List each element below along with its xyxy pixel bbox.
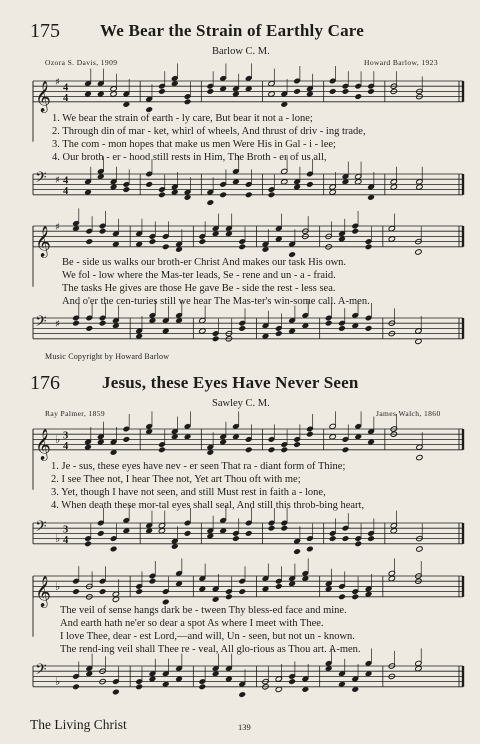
- note-head: [212, 671, 219, 677]
- hymn-number: 176: [30, 372, 60, 394]
- note-head: [175, 581, 182, 587]
- flat-icon: ♭: [55, 675, 61, 688]
- note-head: [245, 192, 252, 198]
- note-head: [239, 691, 246, 697]
- note-head: [268, 91, 275, 97]
- time-signature: 4: [63, 82, 69, 94]
- note-head: [207, 88, 214, 94]
- hymn-title: We Bear the Strain of Earthly Care: [100, 21, 364, 40]
- verse-line: We fol - low where the Mas-ter leads, Se - rene and un - a - fraid.: [62, 270, 336, 281]
- note-head: [275, 330, 282, 336]
- note-head: [355, 179, 362, 185]
- sharp-icon: ♯: [55, 319, 60, 330]
- note-head: [288, 328, 295, 334]
- bass-clef-icon: 𝄢: [35, 518, 47, 539]
- note-head: [184, 530, 191, 536]
- note-head: [123, 436, 130, 442]
- note-head: [342, 447, 349, 453]
- note-head: [112, 596, 119, 602]
- staff-notation: [33, 300, 463, 344]
- note-head: [146, 528, 153, 534]
- note-head: [355, 93, 362, 99]
- note-head: [338, 594, 345, 600]
- verse-line: And earth hath ne'er so dear a spot As where I meet with Thee.: [60, 618, 324, 629]
- note-head: [136, 684, 143, 690]
- note-head: [158, 528, 165, 534]
- note-head: [302, 686, 309, 692]
- note-head: [293, 548, 300, 554]
- note-head: [390, 184, 397, 190]
- note-head: [84, 541, 91, 547]
- staff-notation: [33, 156, 463, 205]
- note-head: [86, 671, 93, 677]
- note-head: [110, 449, 117, 455]
- note-head: [171, 543, 178, 549]
- note-head: [302, 323, 309, 329]
- verse-line: The tasks He gives are those He gave Be - side the rest - less sea.: [62, 283, 336, 294]
- bass-clef-icon: 𝄢: [35, 661, 47, 682]
- note-head: [212, 231, 219, 237]
- note-head: [110, 91, 117, 97]
- section-heading: The Living Christ: [30, 717, 127, 732]
- treble-clef-icon: 𝄞: [35, 80, 51, 112]
- note-head: [158, 447, 165, 453]
- bass-clef-icon: 𝄢: [35, 169, 47, 190]
- note-head: [239, 588, 246, 594]
- note-head: [162, 328, 169, 334]
- note-head: [232, 91, 239, 97]
- note-head: [365, 244, 372, 250]
- note-head: [72, 684, 79, 690]
- note-head: [293, 441, 300, 447]
- note-head: [72, 225, 79, 231]
- note-head: [342, 535, 349, 541]
- note-head: [306, 431, 313, 437]
- note-head: [112, 323, 119, 329]
- note-head: [97, 530, 104, 536]
- treble-clef-icon: 𝄞: [35, 428, 51, 460]
- note-head: [146, 106, 153, 112]
- note-head: [281, 447, 288, 453]
- note-head: [232, 179, 239, 185]
- note-head: [262, 586, 269, 592]
- note-head: [162, 244, 169, 250]
- time-signature: 4: [63, 186, 69, 197]
- note-head: [329, 535, 336, 541]
- note-head: [390, 528, 397, 534]
- note-head: [355, 434, 362, 440]
- flat-icon: ♭: [55, 532, 61, 545]
- flat-icon: ♭: [55, 433, 61, 446]
- verse-line: Be - side us walks our broth-er Christ And makes our task His own.: [62, 257, 347, 268]
- note-head: [352, 228, 359, 234]
- sharp-icon: ♯: [55, 222, 60, 233]
- bass-clef-icon: 𝄢: [35, 313, 47, 334]
- note-head: [112, 241, 119, 247]
- note-head: [281, 179, 288, 185]
- time-signature: 4: [63, 441, 69, 452]
- note-head: [136, 241, 143, 247]
- verse-line: And o'er the cen-turies still we hear The Mas-ter's win-some call. A-men.: [62, 296, 370, 307]
- note-head: [416, 546, 423, 552]
- note-head: [86, 325, 93, 331]
- copyright-note: Music Copyright by Howard Barlow: [45, 352, 170, 361]
- note-head: [239, 244, 246, 250]
- time-signature: 4: [63, 93, 69, 104]
- note-head: [110, 184, 117, 190]
- note-head: [342, 179, 349, 185]
- verse-line: 1. Je - sus, these eyes have nev - er seen That ra - diant form of Thine;: [51, 461, 346, 472]
- note-head: [275, 686, 282, 692]
- note-head: [388, 236, 395, 242]
- note-head: [306, 546, 313, 552]
- staff-notation: [33, 648, 463, 697]
- note-head: [338, 681, 345, 687]
- note-head: [415, 249, 422, 255]
- note-head: [225, 594, 232, 600]
- note-head: [146, 181, 153, 187]
- music-credit: Howard Barlow, 1923: [364, 58, 438, 67]
- note-head: [415, 665, 422, 671]
- verse-line: The rend-ing veil shall Thee re - veal, All glo-rious as Thou art. A-men.: [60, 644, 361, 655]
- verse-line: 4. Our broth - er - hood still rests in Him, The Broth - er of us all,: [52, 152, 327, 163]
- note-head: [302, 575, 309, 581]
- note-head: [149, 238, 156, 244]
- note-head: [84, 91, 91, 97]
- music-staff: [0, 517, 480, 557]
- note-head: [136, 333, 143, 339]
- note-head: [232, 535, 239, 541]
- note-head: [158, 192, 165, 198]
- note-head: [199, 586, 206, 592]
- music-credit: James Walch, 1860: [376, 409, 441, 418]
- hymn-title: Jesus, these Eyes Have Never Seen: [102, 373, 359, 392]
- note-head: [329, 88, 336, 94]
- note-head: [352, 323, 359, 329]
- note-head: [184, 434, 191, 440]
- note-head: [84, 444, 91, 450]
- hymn-number: 175: [30, 20, 60, 42]
- note-head: [275, 236, 282, 242]
- note-head: [123, 186, 130, 192]
- note-head: [367, 194, 374, 200]
- note-head: [416, 184, 423, 190]
- note-head: [306, 91, 313, 97]
- verse-line: 3. The com - mon hopes that make us men Were His in Gal - i - lee;: [52, 139, 336, 150]
- music-staff: [0, 312, 480, 352]
- flat-icon: ♭: [55, 580, 61, 593]
- time-signature: 3: [63, 430, 69, 442]
- note-head: [72, 588, 79, 594]
- note-head: [352, 686, 359, 692]
- note-head: [97, 173, 104, 179]
- note-head: [306, 181, 313, 187]
- words-credit: Ray Palmer, 1859: [45, 409, 106, 418]
- note-head: [84, 189, 91, 195]
- note-head: [239, 325, 246, 331]
- verse-line: 2. Through din of mar - ket, whirl of wheels, And thrust of driv - ing trade,: [52, 126, 366, 137]
- note-head: [212, 336, 219, 342]
- verse-line: 1. We bear the strain of earth - ly care, But bear it not a - lone;: [52, 113, 313, 124]
- note-head: [365, 591, 372, 597]
- staff-notation: [33, 505, 463, 554]
- note-head: [293, 184, 300, 190]
- note-head: [171, 80, 178, 86]
- time-signature: 3: [63, 524, 69, 536]
- note-head: [352, 594, 359, 600]
- note-head: [342, 88, 349, 94]
- time-signature: 4: [63, 175, 69, 187]
- note-head: [207, 199, 214, 205]
- note-head: [99, 228, 106, 234]
- note-head: [199, 328, 206, 334]
- note-head: [355, 541, 362, 547]
- note-head: [325, 665, 332, 671]
- note-head: [245, 530, 252, 536]
- note-head: [268, 192, 275, 198]
- note-head: [232, 434, 239, 440]
- note-head: [219, 86, 226, 92]
- note-head: [199, 238, 206, 244]
- note-head: [212, 596, 219, 602]
- note-head: [367, 439, 374, 445]
- note-head: [199, 684, 206, 690]
- verse-line: The veil of sense hangs dark be - tween Thy bless-ed face and mine.: [60, 605, 347, 616]
- note-head: [184, 99, 191, 105]
- note-head: [149, 578, 156, 584]
- note-head: [97, 439, 104, 445]
- note-head: [367, 535, 374, 541]
- note-head: [123, 101, 130, 107]
- note-head: [184, 194, 191, 200]
- note-head: [338, 236, 345, 242]
- note-head: [175, 317, 182, 323]
- note-head: [146, 428, 153, 434]
- note-head: [367, 88, 374, 94]
- note-head: [275, 583, 282, 589]
- note-head: [268, 525, 275, 531]
- note-head: [158, 88, 165, 94]
- note-head: [110, 546, 117, 552]
- note-head: [329, 434, 336, 440]
- note-head: [245, 447, 252, 453]
- note-head: [293, 88, 300, 94]
- note-head: [325, 320, 332, 326]
- music-staff: [0, 660, 480, 700]
- note-head: [329, 189, 336, 195]
- note-head: [388, 575, 395, 581]
- treble-clef-icon: 𝄞: [35, 225, 51, 257]
- note-head: [416, 454, 423, 460]
- note-head: [207, 449, 214, 455]
- note-head: [415, 338, 422, 344]
- note-head: [149, 317, 156, 323]
- music-staff: [0, 168, 480, 208]
- note-head: [225, 676, 232, 682]
- note-head: [268, 447, 275, 453]
- note-head: [175, 676, 182, 682]
- note-head: [281, 101, 288, 107]
- note-head: [219, 192, 226, 198]
- note-head: [365, 671, 372, 677]
- note-head: [99, 320, 106, 326]
- music-staff: [0, 220, 480, 260]
- note-head: [97, 91, 104, 97]
- words-credit: Ozora S. Davis, 1909: [45, 58, 118, 67]
- note-head: [225, 231, 232, 237]
- verse-line: 2. I see Thee not, I hear Thee not, Yet art Thou oft with me;: [51, 474, 301, 485]
- music-staff: [0, 423, 480, 463]
- note-head: [245, 86, 252, 92]
- note-head: [365, 325, 372, 331]
- music-staff: [0, 75, 480, 115]
- note-head: [338, 325, 345, 331]
- time-signature: 4: [63, 535, 69, 546]
- note-head: [219, 439, 226, 445]
- note-head: [207, 533, 214, 539]
- note-head: [86, 238, 93, 244]
- verse-line: I love Thee, dear - est Lord,—and will, Un - seen, but not un - known.: [60, 631, 355, 642]
- music-staff: [0, 570, 480, 610]
- note-head: [171, 434, 178, 440]
- note-head: [325, 586, 332, 592]
- sharp-icon: ♯: [55, 77, 60, 88]
- note-head: [262, 246, 269, 252]
- note-head: [149, 676, 156, 682]
- note-head: [288, 678, 295, 684]
- sharp-icon: ♯: [55, 175, 60, 186]
- note-head: [136, 588, 143, 594]
- note-head: [99, 588, 106, 594]
- tune-name: Sawley C. M.: [212, 398, 270, 409]
- page-number: 139: [238, 722, 251, 732]
- tune-name: Barlow C. M.: [212, 46, 270, 57]
- note-head: [162, 681, 169, 687]
- note-head: [281, 525, 288, 531]
- note-head: [262, 333, 269, 339]
- note-head: [72, 320, 79, 326]
- note-head: [175, 246, 182, 252]
- note-head: [171, 189, 178, 195]
- note-head: [123, 528, 130, 534]
- note-head: [112, 689, 119, 695]
- note-head: [288, 581, 295, 587]
- note-head: [219, 528, 226, 534]
- verse-line: 4. When death these mor-tal eyes shall seal, And still this throb-bing heart,: [51, 500, 365, 511]
- treble-clef-icon: 𝄞: [35, 575, 51, 607]
- verse-line: 3. Yet, though I have not seen, and still Must rest in faith a - lone,: [51, 487, 326, 498]
